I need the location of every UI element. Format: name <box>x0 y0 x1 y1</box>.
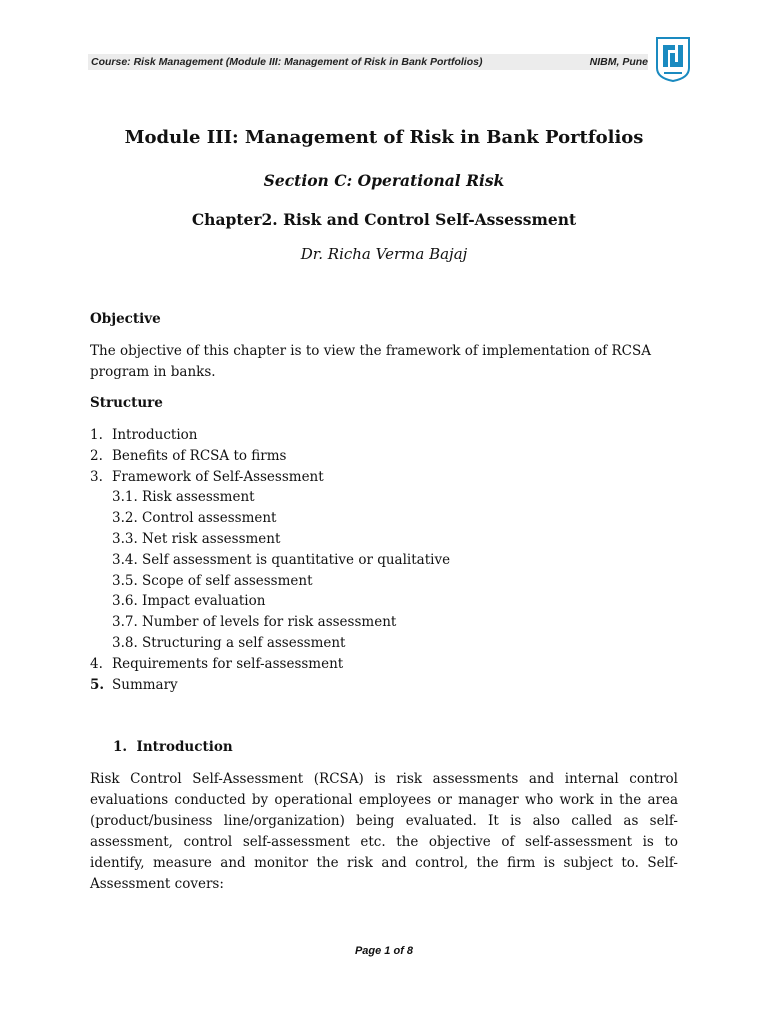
author-name: Dr. Richa Verma Bajaj <box>300 245 468 263</box>
objective-heading: Objective <box>90 311 161 327</box>
header-institute: NIBM, Pune <box>589 56 648 68</box>
objective-text: The objective of this chapter is to view the framework of implementation of RCSA program in banks. <box>90 343 651 380</box>
introduction-text: Risk Control Self-Assessment (RCSA) is risk assessments and internal control evaluations conducted by operational employees or manager who work in the area (product/business line/organization) being evaluated. It is also called as self-assessment, control self-assessment etc. the objective of self-assessment is to identify, measure and monitor the risk and control, the firm is subject to. Self-Assessment covers: <box>90 771 678 892</box>
page-number: Page 1 of 8 <box>354 945 414 957</box>
introduction-title: Introduction <box>136 739 233 755</box>
document-title: Module III: Management of Risk in Bank Portfolios <box>124 127 644 148</box>
introduction-number: 1. <box>113 739 128 755</box>
running-header <box>88 54 648 70</box>
section-title: Section C: Operational Risk <box>263 171 505 190</box>
structure-heading: Structure <box>90 395 163 411</box>
introduction-heading <box>113 739 613 755</box>
nibm-logo-icon <box>655 36 691 82</box>
header-course: Course: Risk Management (Module III: Management of Risk in Bank Portfolios) <box>91 56 483 68</box>
chapter-title: Chapter2. Risk and Control Self-Assessment <box>191 210 577 229</box>
